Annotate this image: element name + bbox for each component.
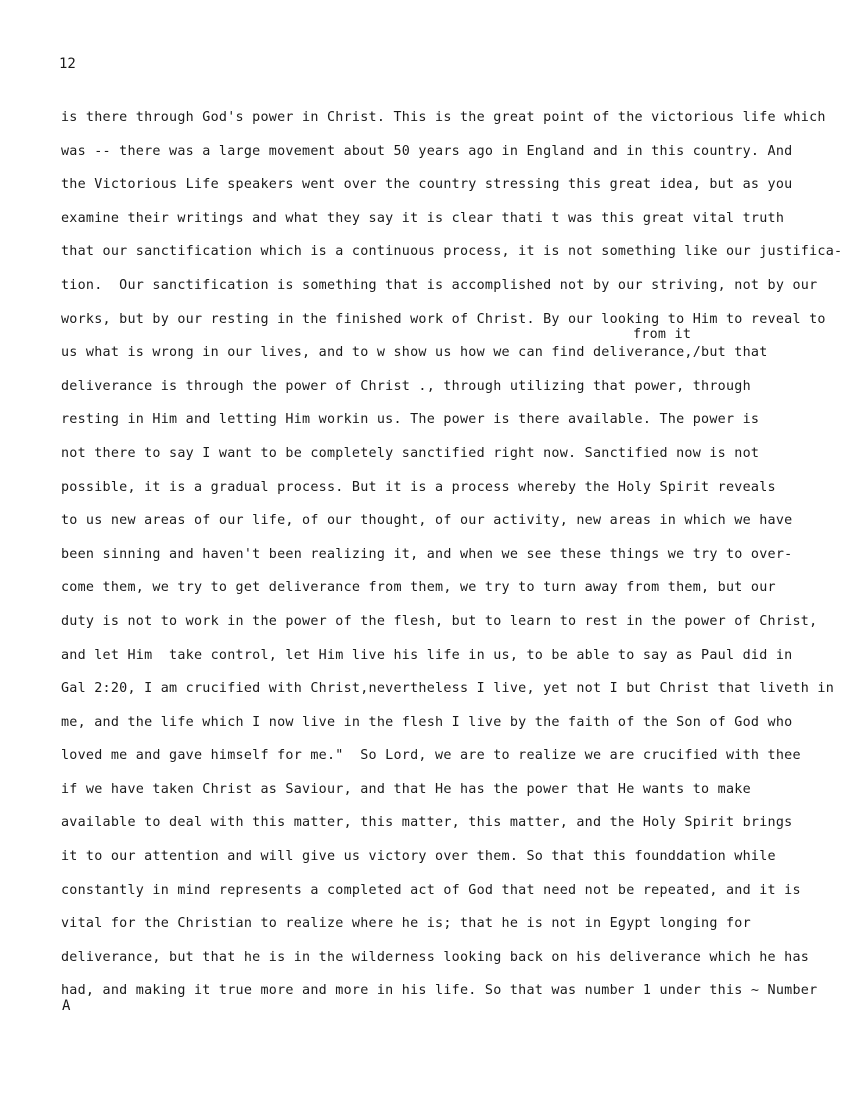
- text-line: not there to say I want to be completely sanctified right now. Sanctified now is not: [61, 445, 760, 461]
- text-line: if we have taken Christ as Saviour, and that He has the power that He wants to make: [61, 781, 751, 797]
- text-line: available to deal with this matter, this matter, this matter, and the Holy Spirit brings: [61, 815, 793, 831]
- text-line: me, and the life which I now live in the flesh I live by the faith of the Son of God who: [61, 714, 793, 730]
- interlinear-insertion: from it: [633, 327, 692, 342]
- footer-mark: A: [62, 998, 71, 1014]
- text-line: and let Him take control, let Him live his life in us, to be able to say as Paul did in: [61, 647, 793, 663]
- text-line: duty is not to work in the power of the flesh, but to learn to rest in the power of Christ,: [61, 613, 818, 629]
- text-line: works, but by our resting in the finished work of Christ. By our looking to Him to reveal to: [61, 311, 826, 327]
- text-line: is there through God's power in Christ. This is the great point of the victorious life which: [61, 110, 826, 125]
- text-line: was -- there was a large movement about 50 years ago in England and in this country. And: [61, 143, 793, 159]
- text-line: had, and making it true more and more in his life. So that was number 1 under this ~ Number: [61, 983, 818, 999]
- text-line: deliverance is through the power of Christ ., through utilizing that power, through: [61, 378, 751, 394]
- text-line: tion. Our sanctification is something that is accomplished not by our striving, not by our: [61, 277, 818, 293]
- text-line: been sinning and haven't been realizing it, and when we see these things we try to over-: [61, 546, 793, 562]
- text-line: the Victorious Life speakers went over the country stressing this great idea, but as you: [61, 177, 793, 193]
- text-line: deliverance, but that he is in the wilderness looking back on his deliverance which he has: [61, 949, 810, 965]
- text-line: vital for the Christian to realize where he is; that he is not in Egypt longing for: [61, 916, 751, 932]
- text-line: it to our attention and will give us victory over them. So that this founddation while: [61, 849, 776, 865]
- text-line: Gal 2:20, I am crucified with Christ,nevertheless I live, yet not I but Christ that liveth in: [61, 681, 835, 697]
- body-text: [61, 106, 847, 1013]
- text-line: that our sanctification which is a continuous process, it is not something like our justifica-: [61, 244, 843, 260]
- text-line: resting in Him and letting Him workin us. The power is there available. The power is: [61, 412, 760, 428]
- text-line: examine their writings and what they say it is clear thati t was this great vital truth: [61, 210, 785, 226]
- text-line: constantly in mind represents a completed act of God that need not be repeated, and it is: [61, 882, 801, 898]
- text-line: to us new areas of our life, of our thought, of our activity, new areas in which we have: [61, 513, 793, 529]
- text-line: us what is wrong in our lives, and to w show us how we can find deliverance,/but that: [61, 345, 768, 361]
- text-line: loved me and gave himself for me." So Lord, we are to realize we are crucified with thee: [61, 748, 801, 764]
- text-line: come them, we try to get deliverance from them, we try to turn away from them, but our: [61, 580, 776, 596]
- text-line: possible, it is a gradual process. But it is a process whereby the Holy Spirit reveals: [61, 479, 776, 495]
- page-number: 12: [59, 56, 76, 72]
